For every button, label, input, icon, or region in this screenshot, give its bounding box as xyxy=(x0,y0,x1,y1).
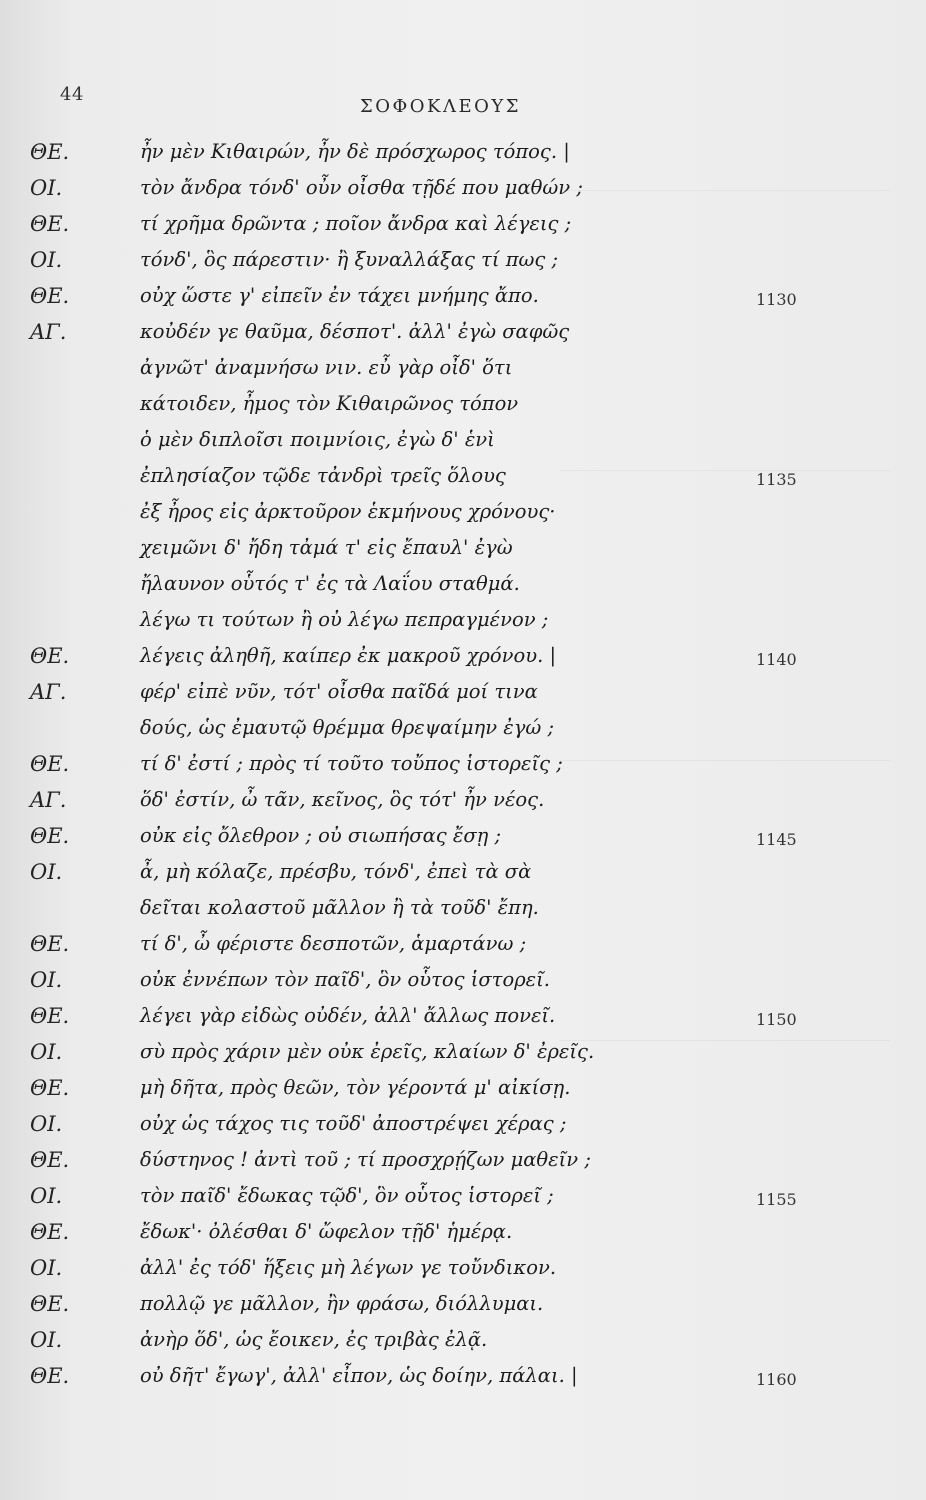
verse-text: οὐχ ὡς τάχος τις τοῦδ' ἀποστρέψει χέρας ; xyxy=(140,1112,567,1135)
verse-line xyxy=(30,968,770,1002)
speaker-label: ΟΙ. xyxy=(30,968,63,992)
verse-line xyxy=(30,1220,770,1254)
verse-line xyxy=(30,572,770,606)
verse-line xyxy=(30,536,770,570)
verse-text: λέγω τι τούτων ἢ οὐ λέγω πεπραγμένον ; xyxy=(140,608,549,631)
verse-line xyxy=(30,1076,770,1110)
verse-line xyxy=(30,680,770,714)
verse-line xyxy=(30,1328,770,1362)
verse-text: τί χρῆμα δρῶντα ; ποῖον ἄνδρα καὶ λέγεις ; xyxy=(140,212,572,235)
verse-text: οὐ δῆτ' ἔγωγ', ἀλλ' εἶπον, ὡς δοίην, πάλαι. | xyxy=(140,1364,578,1387)
verse-line xyxy=(30,320,770,354)
verse-line xyxy=(30,392,770,426)
speaker-label: ΑΓ. xyxy=(30,788,67,812)
speaker-label: ΘΕ. xyxy=(30,752,70,776)
speaker-label: ΑΓ. xyxy=(30,680,67,704)
speaker-label: ΟΙ. xyxy=(30,1328,63,1352)
verse-line xyxy=(30,1184,770,1218)
verse-text: τὸν ἄνδρα τόνδ' οὖν οἶσθα τῇδέ που μαθών ; xyxy=(140,176,583,199)
verse-text: ἦν μὲν Κιθαιρών, ἦν δὲ πρόσχωρος τόπος. | xyxy=(140,140,570,163)
verse-line xyxy=(30,896,770,930)
speaker-label: ΟΙ. xyxy=(30,1040,63,1064)
verse-text: ἆ, μὴ κόλαζε, πρέσβυ, τόνδ', ἐπεὶ τὰ σὰ xyxy=(140,860,532,883)
verse-line xyxy=(30,140,770,174)
verse-line xyxy=(30,788,770,822)
verse-text: ὁ μὲν διπλοῖσι ποιμνίοις, ἐγὼ δ' ἑνὶ xyxy=(140,428,495,451)
line-number: 1130 xyxy=(756,290,797,309)
verse-line xyxy=(30,716,770,750)
verse-text: ἐπλησίαζον τῷδε τἀνδρὶ τρεῖς ὅλους xyxy=(140,464,506,487)
speaker-label: ΘΕ. xyxy=(30,1148,70,1172)
verse-line xyxy=(30,1256,770,1290)
verse-text: τόνδ', ὃς πάρεστιν· ἢ ξυναλλάξας τί πως ; xyxy=(140,248,559,271)
running-head: ΣΟΦΟΚΛΕΟΥΣ xyxy=(360,96,521,117)
speaker-label: ΘΕ. xyxy=(30,1004,70,1028)
verse-line xyxy=(30,824,770,858)
verse-line xyxy=(30,1112,770,1146)
verse-text: φέρ' εἰπὲ νῦν, τότ' οἶσθα παῖδά μοί τινα xyxy=(140,680,538,703)
speaker-label: ΟΙ. xyxy=(30,1184,63,1208)
line-number: 1155 xyxy=(756,1190,797,1209)
verse-line xyxy=(30,248,770,282)
verse-line xyxy=(30,644,770,678)
verse-line xyxy=(30,1004,770,1038)
verse-text: τὸν παῖδ' ἔδωκας τῷδ', ὃν οὗτος ἱστορεῖ ; xyxy=(140,1184,554,1207)
verse-text: οὐκ ἐννέπων τὸν παῖδ', ὃν οὗτος ἱστορεῖ. xyxy=(140,968,550,991)
verse-text: τί δ', ὦ φέριστε δεσποτῶν, ἁμαρτάνω ; xyxy=(140,932,527,955)
verse-line xyxy=(30,176,770,210)
speaker-label: ΟΙ. xyxy=(30,176,63,200)
speaker-label: ΟΙ. xyxy=(30,860,63,884)
line-number: 1140 xyxy=(756,650,797,669)
verse-line xyxy=(30,1364,770,1398)
verse-line xyxy=(30,212,770,246)
verse-text: λέγει γὰρ εἰδὼς οὐδέν, ἀλλ' ἄλλως πονεῖ. xyxy=(140,1004,556,1027)
speaker-label: ΘΕ. xyxy=(30,932,70,956)
verse-text: μὴ δῆτα, πρὸς θεῶν, τὸν γέροντά μ' αἰκίσῃ. xyxy=(140,1076,571,1099)
verse-line xyxy=(30,1292,770,1326)
verse-line xyxy=(30,1040,770,1074)
verse-line xyxy=(30,860,770,894)
speaker-label: ΘΕ. xyxy=(30,212,70,236)
verse-line xyxy=(30,500,770,534)
speaker-label: ΘΕ. xyxy=(30,1364,70,1388)
verse-text: πολλῷ γε μᾶλλον, ἢν φράσω, διόλλυμαι. xyxy=(140,1292,544,1315)
verse-line xyxy=(30,608,770,642)
page-number: 44 xyxy=(60,84,84,105)
speaker-label: ΘΕ. xyxy=(30,824,70,848)
line-number: 1135 xyxy=(756,470,797,489)
verse-line xyxy=(30,932,770,966)
verse-text: ὅδ' ἐστίν, ὦ τᾶν, κεῖνος, ὃς τότ' ἦν νέος. xyxy=(140,788,545,811)
verse-text: ἀνὴρ ὅδ', ὡς ἔοικεν, ἐς τριβὰς ἐλᾷ. xyxy=(140,1328,488,1351)
speaker-label: ΘΕ. xyxy=(30,1292,70,1316)
verse-text: δεῖται κολαστοῦ μᾶλλον ἢ τὰ τοῦδ' ἔπη. xyxy=(140,896,539,919)
verse-text: δούς, ὡς ἐμαυτῷ θρέμμα θρεψαίμην ἐγώ ; xyxy=(140,716,555,739)
verse-text: ἔδωκ'· ὀλέσθαι δ' ὤφελον τῇδ' ἡμέρᾳ. xyxy=(140,1220,513,1243)
speaker-label: ΑΓ. xyxy=(30,320,67,344)
line-number: 1150 xyxy=(756,1010,797,1029)
speaker-label: ΘΕ. xyxy=(30,284,70,308)
verse-text: σὺ πρὸς χάριν μὲν οὐκ ἐρεῖς, κλαίων δ' ἐρεῖς. xyxy=(140,1040,595,1063)
verse-text: χειμῶνι δ' ἤδη τἀμά τ' εἰς ἔπαυλ' ἐγὼ xyxy=(140,536,513,559)
verse-text: οὐκ εἰς ὄλεθρον ; οὐ σιωπήσας ἔσῃ ; xyxy=(140,824,502,847)
speaker-label: ΘΕ. xyxy=(30,644,70,668)
verse-line xyxy=(30,1148,770,1182)
verse-line xyxy=(30,428,770,462)
verse-text: κάτοιδεν, ἦμος τὸν Κιθαιρῶνος τόπον xyxy=(140,392,519,415)
verse-text: ἤλαυνον οὗτός τ' ἐς τὰ Λαΐου σταθμά. xyxy=(140,572,520,595)
speaker-label: ΘΕ. xyxy=(30,1220,70,1244)
verse-text: ἐξ ἦρος εἰς ἀρκτοῦρον ἑκμήνους χρόνους· xyxy=(140,500,556,523)
speaker-label: ΘΕ. xyxy=(30,140,70,164)
speaker-label: ΘΕ. xyxy=(30,1076,70,1100)
speaker-label: ΟΙ. xyxy=(30,248,63,272)
verse-text: κοὐδέν γε θαῦμα, δέσποτ'. ἀλλ' ἐγὼ σαφῶς xyxy=(140,320,570,343)
verse-text: ἀγνῶτ' ἀναμνήσω νιν. εὖ γὰρ οἶδ' ὅτι xyxy=(140,356,513,379)
verse-text: τί δ' ἐστί ; πρὸς τί τοῦτο τοὔπος ἱστορεῖς ; xyxy=(140,752,563,775)
verse-text: ἀλλ' ἐς τόδ' ἥξεις μὴ λέγων γε τοὔνδικον. xyxy=(140,1256,557,1279)
verse-text: οὐχ ὥστε γ' εἰπεῖν ἐν τάχει μνήμης ἄπο. xyxy=(140,284,539,307)
line-number: 1160 xyxy=(756,1370,797,1389)
verse-line xyxy=(30,752,770,786)
verse-text: λέγεις ἀληθῆ, καίπερ ἐκ μακροῦ χρόνου. | xyxy=(140,644,557,667)
speaker-label: ΟΙ. xyxy=(30,1256,63,1280)
line-number: 1145 xyxy=(756,830,797,849)
verse-line xyxy=(30,464,770,498)
verse-text: δύστηνος ! ἀντὶ τοῦ ; τί προσχρῄζων μαθεῖν ; xyxy=(140,1148,591,1171)
speaker-label: ΟΙ. xyxy=(30,1112,63,1136)
verse-line xyxy=(30,356,770,390)
verse-line xyxy=(30,284,770,318)
